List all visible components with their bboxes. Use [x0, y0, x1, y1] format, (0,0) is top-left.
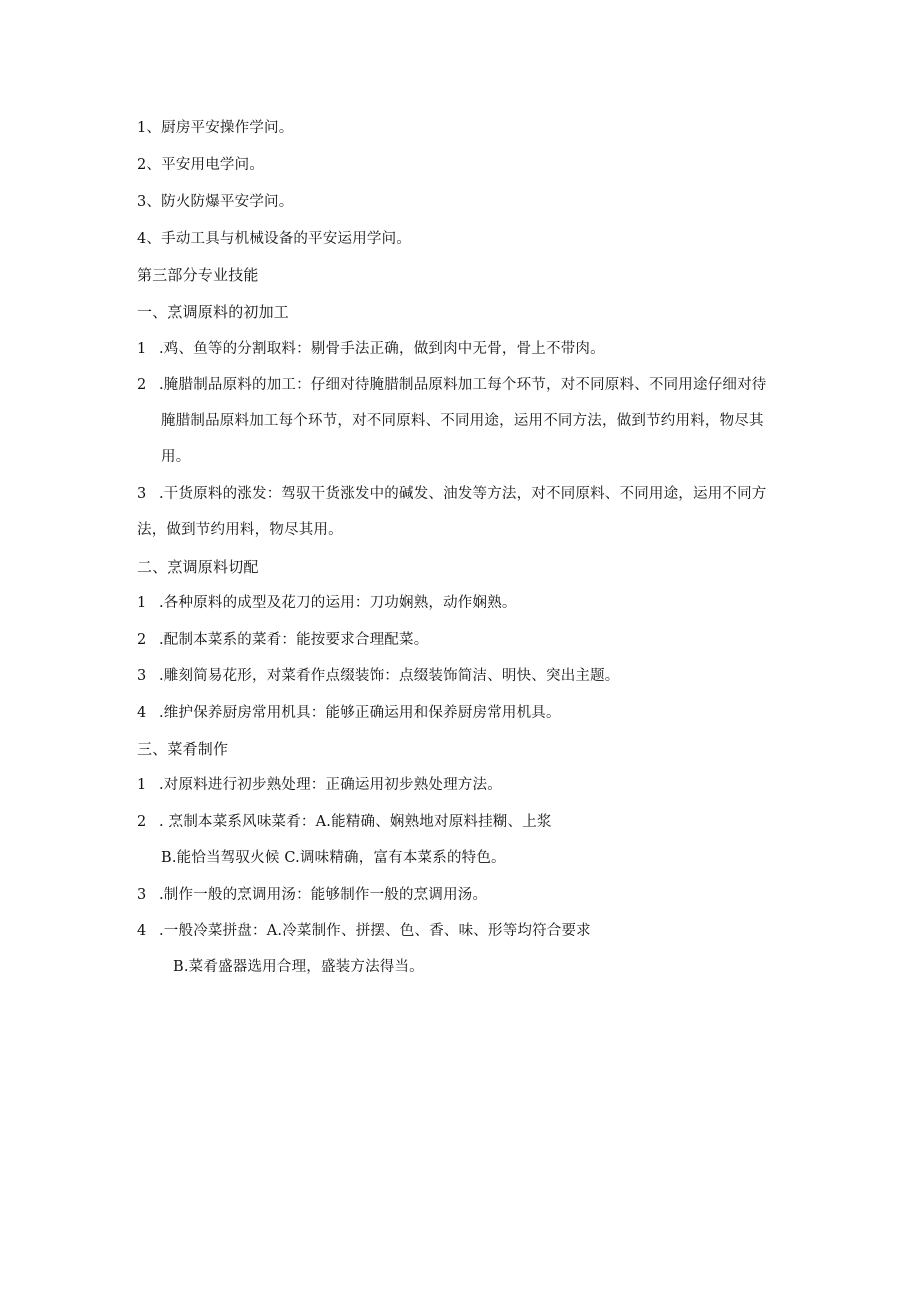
- list-item: [137, 593, 517, 613]
- item-number: 3: [137, 668, 147, 684]
- list-item: [137, 630, 428, 650]
- intro-item-1: 1、厨房平安操作学问。: [137, 120, 294, 136]
- section-heading-3: 三、菜肴制作: [137, 740, 229, 758]
- item-text: .配制本菜系的菜肴：能按要求合理配菜。: [159, 632, 429, 648]
- item-text: .一般冷菜拼盘：A.冷菜制作、拼摆、色、香、味、形等均符合要求: [159, 923, 591, 939]
- item-text: . 烹制本菜系风味菜肴：A.能精确、娴熟地对原料挂糊、上浆: [159, 814, 552, 830]
- item-number: 2: [137, 814, 147, 830]
- section-heading-1: 一、烹调原料的初加工: [137, 303, 290, 321]
- item-continuation: 法，做到节约用料，物尽其用。: [137, 522, 343, 538]
- item-number: 4: [137, 705, 147, 721]
- list-item: [137, 775, 502, 795]
- item-number: 2: [137, 632, 147, 648]
- item-continuation: B.能恰当驾驭火候 C.调味精确，富有本菜系的特色。: [161, 850, 506, 866]
- item-continuation: B.菜肴盛器选用合理，盛装方法得当。: [173, 959, 424, 975]
- list-item: [137, 484, 767, 504]
- item-number: 1: [137, 777, 147, 793]
- list-item: [137, 921, 591, 941]
- section-heading-2: 二、烹调原料切配: [137, 558, 259, 576]
- item-text: .鸡、鱼等的分割取料：剔骨手法正确，做到肉中无骨，骨上不带肉。: [159, 341, 605, 357]
- item-continuation: 用。: [161, 449, 191, 465]
- item-number: 2: [137, 377, 147, 393]
- intro-item-4: 4、手动工具与机械设备的平安运用学问。: [137, 231, 412, 247]
- item-text: .雕刻简易花形，对菜肴作点缀装饰：点缀装饰简洁、明快、突出主题。: [159, 668, 620, 684]
- item-number: 4: [137, 923, 147, 939]
- item-number: 3: [137, 486, 147, 502]
- part-title: 第三部分专业技能: [137, 266, 259, 284]
- item-text: .腌腊制品原料的加工：仔细对待腌腊制品原料加工每个环节，对不同原料、不同用途仔细对待: [159, 377, 767, 393]
- item-number: 3: [137, 887, 147, 903]
- list-item: [137, 339, 605, 359]
- intro-item-2: 2、平安用电学问。: [137, 157, 265, 173]
- intro-item-3: 3、防火防爆平安学问。: [137, 194, 294, 210]
- list-item: [137, 812, 552, 832]
- item-text: .干货原料的涨发：驾驭干货涨发中的碱发、油发等方法，对不同原料、不同用途，运用不同方: [159, 486, 767, 502]
- item-text: .维护保养厨房常用机具：能够正确运用和保养厨房常用机具。: [159, 705, 561, 721]
- item-number: 1: [137, 595, 147, 611]
- list-item: [137, 703, 561, 723]
- item-text: .各种原料的成型及花刀的运用：刀功娴熟，动作娴熟。: [159, 595, 517, 611]
- list-item: [137, 885, 487, 905]
- list-item: [137, 375, 767, 395]
- item-text: .制作一般的烹调用汤：能够制作一般的烹调用汤。: [159, 887, 488, 903]
- list-item: [137, 666, 620, 686]
- item-text: .对原料进行初步熟处理：正确运用初步熟处理方法。: [159, 777, 502, 793]
- item-continuation: 腌腊制品原料加工每个环节，对不同原料、不同用途，运用不同方法，做到节约用料，物尽其: [161, 413, 764, 429]
- item-number: 1: [137, 341, 147, 357]
